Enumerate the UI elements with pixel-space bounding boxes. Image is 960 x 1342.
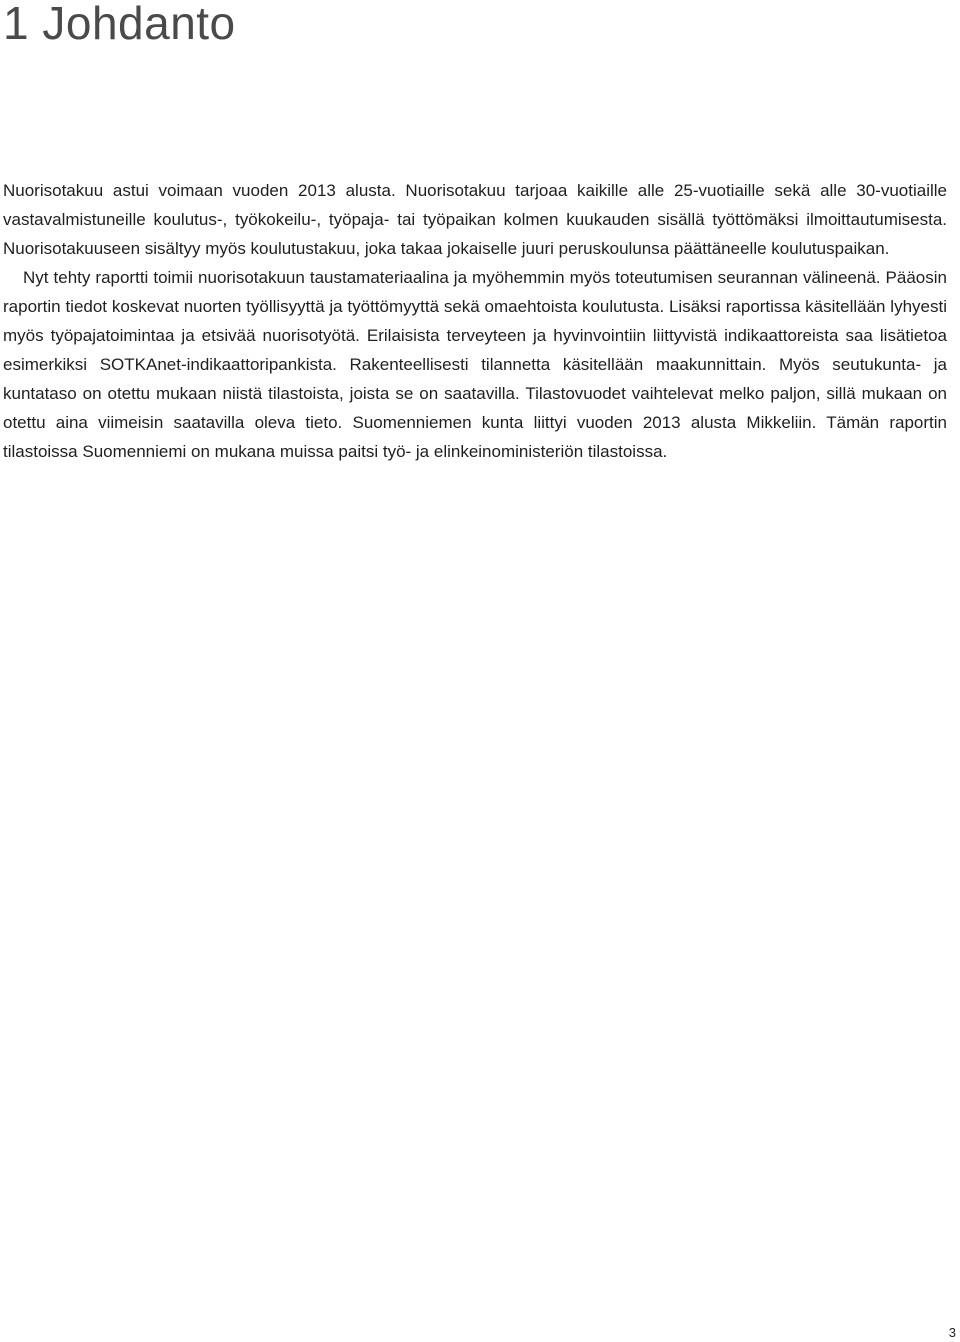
paragraph-intro: Nuorisotakuu astui voimaan vuoden 2013 alusta. Nuorisotakuu tarjoaa kaikille alle 25-vuotiaille sekä alle 30-vuotiaille vastavalmistuneille koulutus-, työkokeilu-, työpaja- tai työpaikan kolmen kuukauden sisällä työttömäksi ilmoittautumisesta. Nuorisotakuuseen sisältyy myös koulutustakuu, joka takaa jokaiselle juuri peruskoulunsa päättäneelle koulutuspaikan. bbox=[3, 181, 947, 258]
chapter-title: 1 Johdanto bbox=[3, 0, 236, 49]
body-text bbox=[3, 176, 947, 466]
page-number: 3 bbox=[948, 1325, 956, 1340]
paragraph-report-description: Nyt tehty raportti toimii nuorisotakuun taustamateriaalina ja myöhemmin myös toteutumisen seurannan välineenä. Pääosin raportin tiedot koskevat nuorten työllisyyttä ja työttömyyttä sekä omaehtoista koulutusta. Lisäksi raportissa käsitellään lyhyesti myös työpajatoimintaa ja etsivää nuorisotyötä. Erilaisista terveyteen ja hyvinvointiin liittyvistä indikaattoreista saa lisätietoa esimerkiksi SOTKAnet-indikaattoripankista. Rakenteellisesti tilannetta käsitellään maakunnittain. Myös seutukunta- ja kuntataso on otettu mukaan niistä tilastoista, joista se on saatavilla. Tilastovuodet vaihtelevat melko paljon, sillä mukaan on otettu aina viimeisin saatavilla oleva tieto. Suomenniemen kunta liittyi vuoden 2013 alusta Mikkeliin. Tämän raportin tilastoissa Suomenniemi on mukana muissa paitsi työ- ja elinkeinoministeriön tilastoissa. bbox=[3, 268, 947, 461]
